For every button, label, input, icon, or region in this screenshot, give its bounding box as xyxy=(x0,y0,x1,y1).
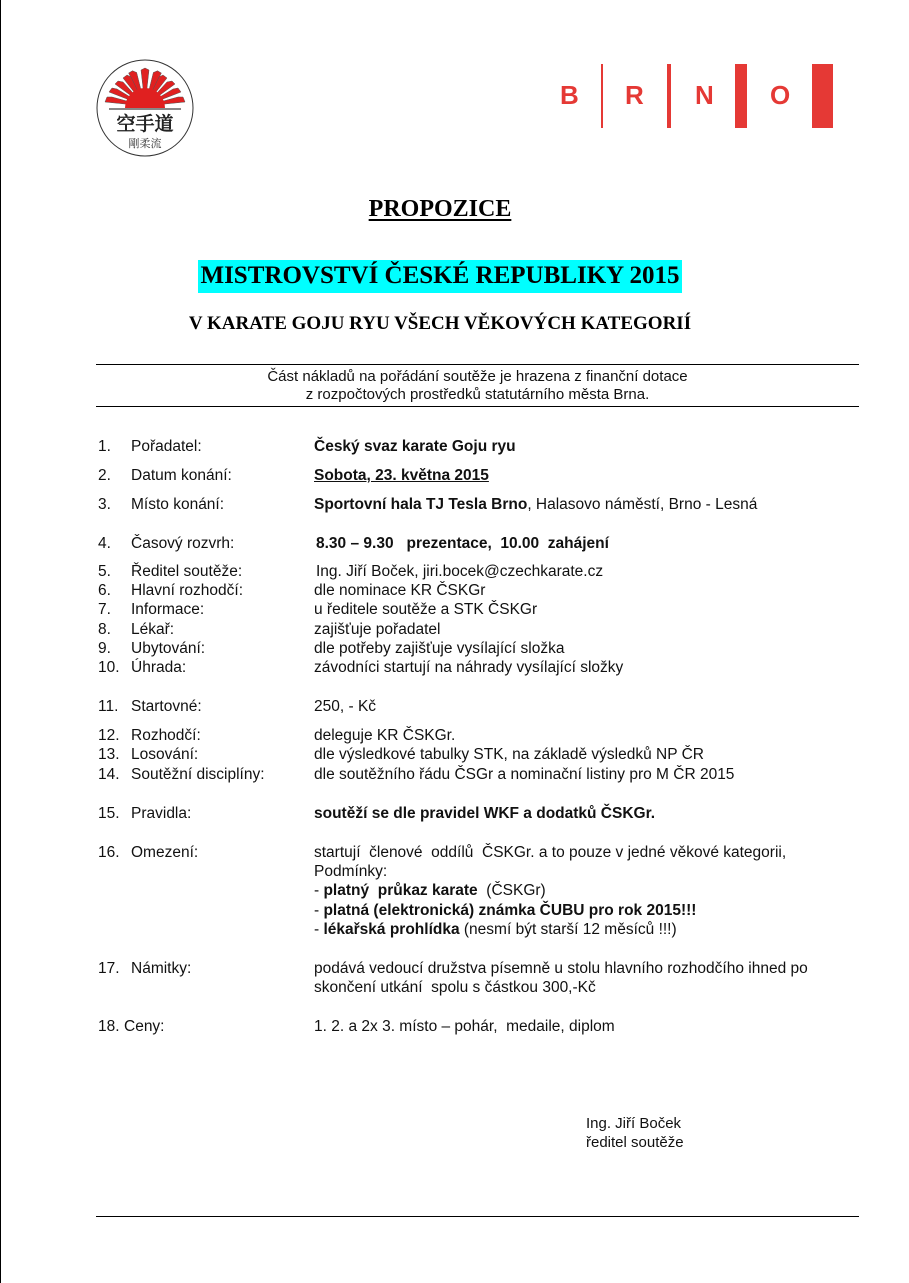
brno-letter-r: R xyxy=(625,80,644,110)
divider-notice-bottom xyxy=(96,406,859,407)
funding-notice: Část nákladů na pořádání soutěže je hrazena z finanční dotace z rozpočtových prostředků statutárního města Brna. xyxy=(267,368,688,403)
brno-letter-b: B xyxy=(560,80,579,110)
page-left-border xyxy=(0,0,1,1283)
championship-subtitle: V KARATE GOJU RYU VŠECH VĚKOVÝCH KATEGORIÍ xyxy=(188,313,692,334)
championship-title: MISTROVSTVÍ ČESKÉ REPUBLIKY 2015 xyxy=(0,262,880,290)
logo-kanji-main: 空手道 xyxy=(116,113,174,135)
brno-bar-4 xyxy=(812,64,833,128)
goju-ryu-logo xyxy=(95,58,195,158)
signature-role: ředitel soutěže xyxy=(586,1134,684,1151)
brno-bar-1 xyxy=(601,64,603,128)
brno-letter-n: N xyxy=(695,80,714,110)
divider-bottom xyxy=(96,1216,859,1217)
brno-bar-2 xyxy=(667,64,671,128)
brno-letter-o: O xyxy=(770,80,791,110)
logo-kanji-sub: 剛柔流 xyxy=(128,137,162,150)
karate-logo-icon xyxy=(95,58,195,158)
brno-bar-3 xyxy=(735,64,747,128)
brno-city-logo xyxy=(550,62,850,130)
signature-block xyxy=(586,1114,684,1152)
page-title: PROPOZICE xyxy=(368,196,512,222)
divider-top xyxy=(96,364,859,365)
signature-name: Ing. Jiří Boček xyxy=(586,1115,682,1132)
